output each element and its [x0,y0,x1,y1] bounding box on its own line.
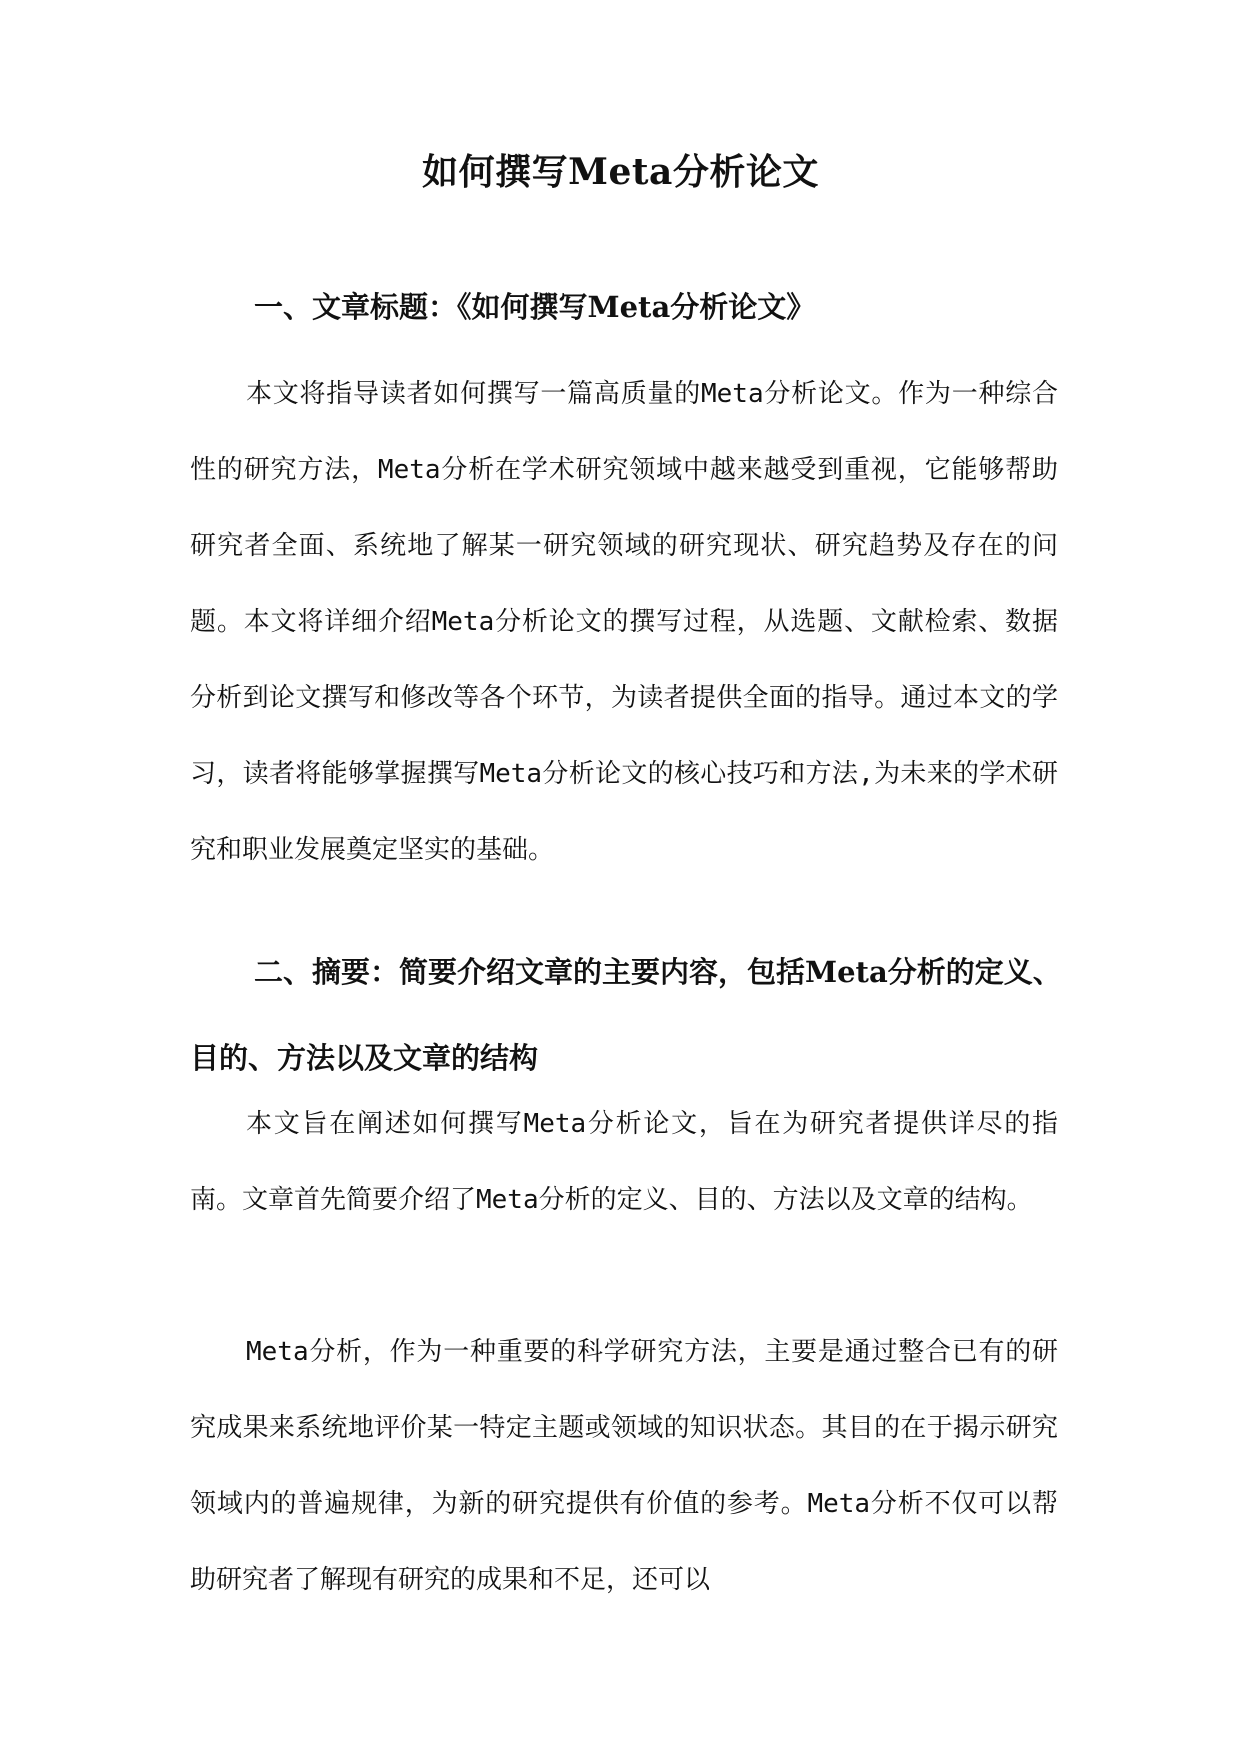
section-heading-title: 一、文章标题：《如何撰写Meta分析论文》 [254,290,816,324]
document-title: 如何撰写Meta分析论文 [422,151,819,193]
section-heading-abstract: 二、摘要：简要介绍文章的主要内容，包括Meta分析的定义、目的、方法以及文章的结构 [190,955,1062,1075]
paragraph-meta-definition: Meta分析，作为一种重要的科学研究方法，主要是通过整合已有的研究成果来系统地评价某一特定主题或领域的知识状态。其目的在于揭示研究领域内的普遍规律，为新的研究提供有价值的参考。Meta分析不仅可以帮助研究者了解现有研究的成果和不足，还可以 [190,1337,1058,1595]
paragraph-intro: 本文将指导读者如何撰写一篇高质量的Meta分析论文。作为一种综合性的研究方法，Meta分析在学术研究领域中越来越受到重视，它能够帮助研究者全面、系统地了解某一研究领域的研究现状、研究趋势及存在的问题。本文将详细介绍Meta分析论文的撰写过程，从选题、文献检索、数据分析到论文撰写和修改等各个环节，为读者提供全面的指导。通过本文的学习，读者将能够掌握撰写Meta分析论文的核心技巧和方法,为未来的学术研究和职业发展奠定坚实的基础。 [190,379,1058,865]
paragraph-abstract: 本文旨在阐述如何撰写Meta分析论文，旨在为研究者提供详尽的指南。文章首先简要介绍了Meta分析的定义、目的、方法以及文章的结构。 [190,1109,1058,1215]
